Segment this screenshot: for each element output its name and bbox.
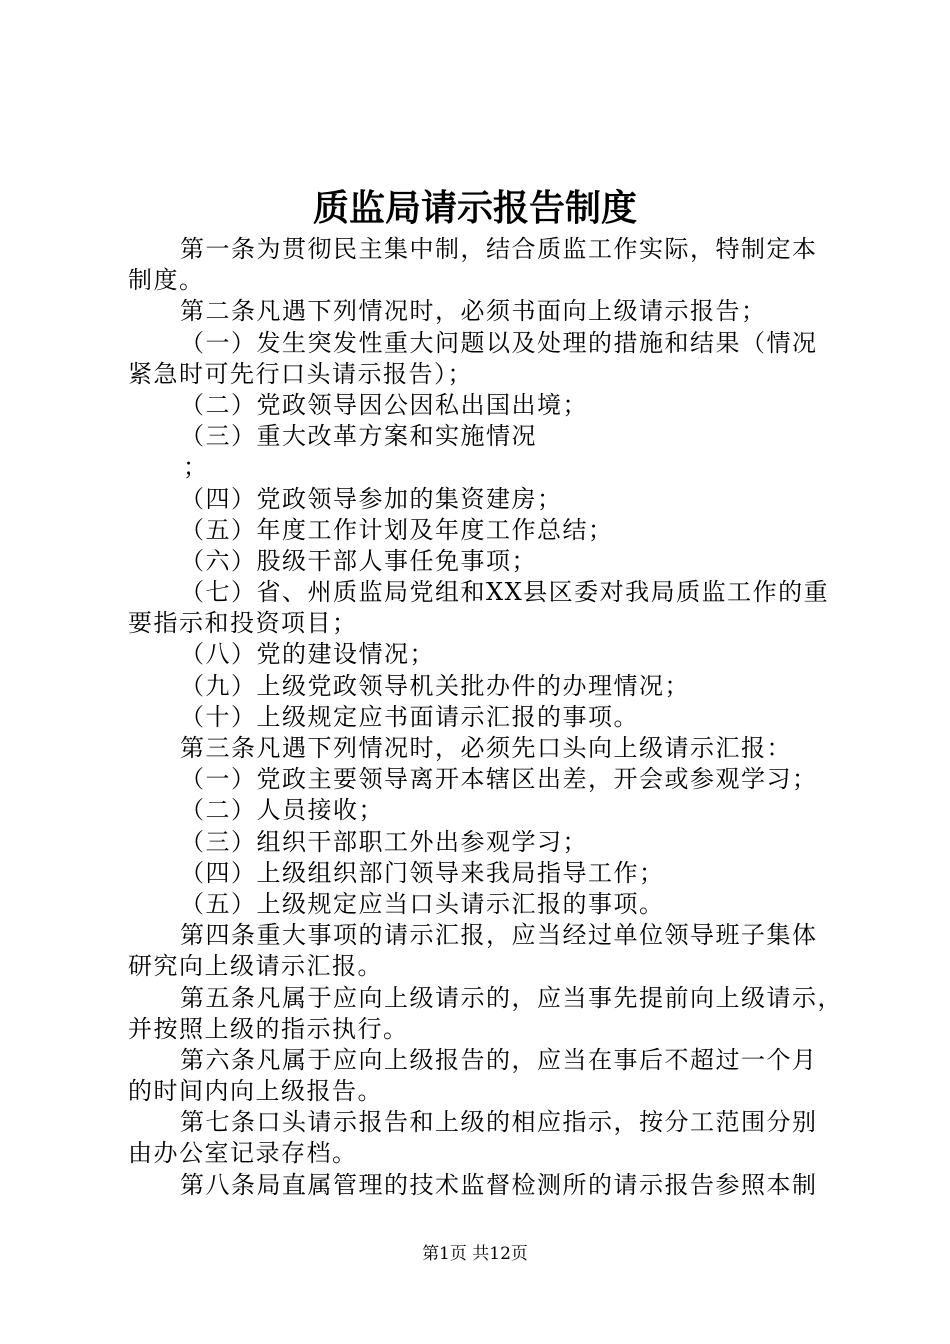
paragraph-line: （二）党政领导因公因私出国出境；	[180, 390, 588, 419]
paragraph-line: （六）股级干部人事任免事项；	[180, 546, 537, 575]
document-body	[128, 234, 843, 1201]
paragraph-line: ；	[183, 453, 209, 482]
paragraph-line: （四）党政领导参加的集资建房；	[180, 484, 563, 513]
document-title: 质监局请示报告制度	[312, 187, 637, 229]
page-footer: 第1页 共12页	[422, 1244, 528, 1264]
paragraph-line: 第七条口头请示报告和上级的相应指示，按分工范围分别	[180, 1108, 818, 1137]
paragraph-line: （九）上级党政领导机关批办件的办理情况；	[180, 671, 690, 700]
paragraph-line: （二）人员接收；	[180, 796, 384, 825]
paragraph-line: 第五条凡属于应向上级请示的，应当事先提前向上级请示，	[180, 983, 843, 1012]
paragraph-line: 第三条凡遇下列情况时，必须先口头向上级请示汇报：	[180, 734, 792, 762]
paragraph-line: （五）年度工作计划及年度工作总结；	[180, 515, 614, 544]
paragraph-line: （十）上级规定应书面请示汇报的事项。	[180, 702, 639, 731]
paragraph-line: 由办公室记录存档。	[128, 1139, 358, 1168]
paragraph-line: （八）党的建设情况；	[180, 640, 435, 669]
paragraph-line: （一）发生突发性重大问题以及处理的措施和结果（情况	[180, 328, 818, 357]
paragraph-line: 紧急时可先行口头请示报告）；	[128, 359, 473, 388]
paragraph-line: 的时间内向上级报告。	[128, 1077, 383, 1106]
paragraph-line: 并按照上级的指示执行。	[128, 1014, 409, 1043]
paragraph-line: 第四条重大事项的请示汇报，应当经过单位领导班子集体	[180, 921, 818, 950]
paragraph-line: （三）组织干部职工外出参观学习；	[180, 827, 588, 856]
paragraph-line: 第一条为贯彻民主集中制，结合质监工作实际，特制定本	[180, 235, 818, 263]
paragraph-line: 制度。	[128, 266, 205, 295]
paragraph-line: （七）省、州质监局党组和XX县区委对我局质监工作的重	[180, 578, 830, 607]
paragraph-line: （四）上级组织部门领导来我局指导工作；	[180, 858, 665, 887]
paragraph-line: （一）党政主要领导离开本辖区出差，开会或参观学习；	[180, 765, 818, 794]
paragraph-line: 第八条局直属管理的技术监督检测所的请示报告参照本制	[180, 1170, 818, 1199]
paragraph-line: 研究向上级请示汇报。	[128, 952, 383, 981]
paragraph-line: （五）上级规定应当口头请示汇报的事项。	[180, 889, 665, 918]
paragraph-line: 第六条凡属于应向上级报告的，应当在事后不超过一个月	[180, 1045, 818, 1074]
paragraph-line: 第二条凡遇下列情况时，必须书面向上级请示报告；	[180, 297, 767, 326]
paragraph-line: 要指示和投资项目；	[128, 609, 358, 638]
paragraph-line: （三）重大改革方案和实施情况	[180, 422, 537, 451]
